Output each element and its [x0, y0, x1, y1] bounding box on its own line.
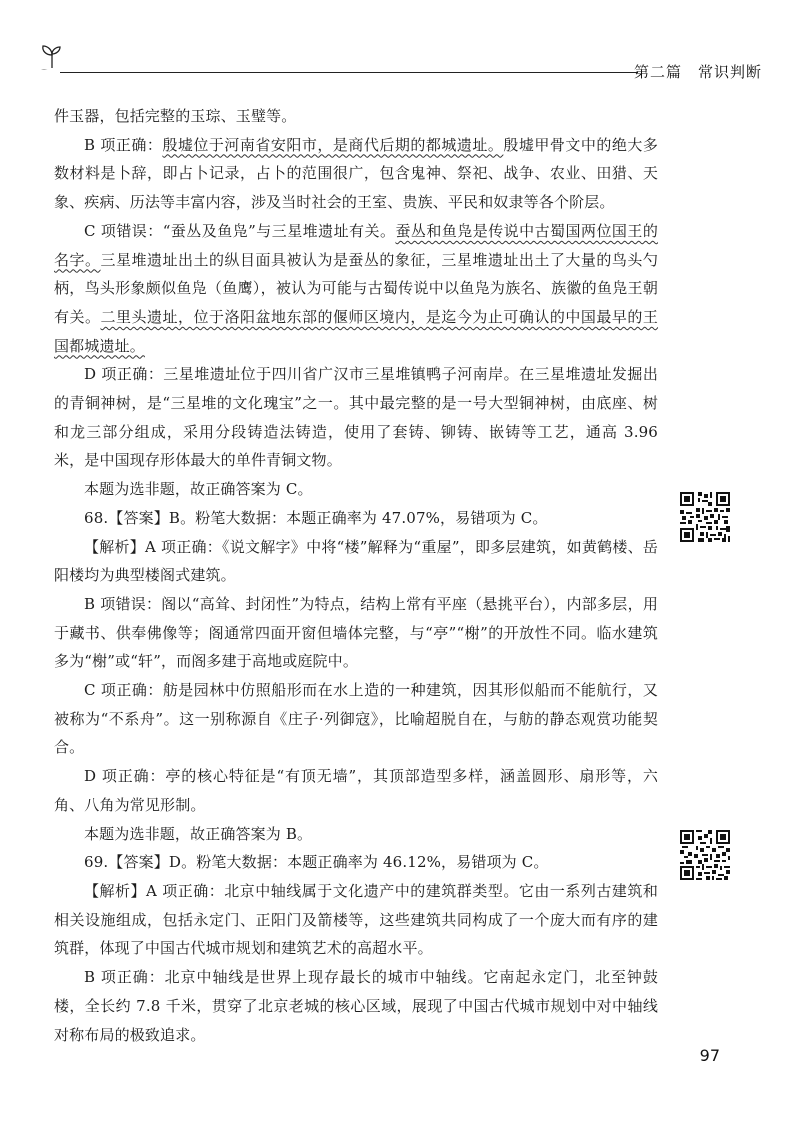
paragraph-continuation: 件玉器，包括完整的玉琮、玉璧等。 — [54, 107, 297, 125]
emphasized-text: 二里头遗址，位于洛阳盆地东部的偃师区境内，是迄今为止可确认的中国最早的王国都城遗址。 — [54, 307, 659, 355]
emphasized-text: 殷墟位于河南省安阳市，是商代后期的都城遗址。 — [162, 135, 504, 154]
chapter-label: 第二篇 常识判断 — [633, 63, 762, 81]
page-header — [38, 42, 762, 82]
paragraph-option-b — [54, 131, 658, 217]
paragraph-text: 三星堆遗址出土的纵目面具被认为是蚕丛的象征，三星堆遗址出土了大量的鸟头勺柄，鸟头形象颇似鱼凫（鱼鹰），被认为可能与古蜀传说中以鱼凫为族名、族徽的鱼凫王朝有关。 — [54, 250, 659, 326]
page-number: 97 — [699, 1046, 720, 1065]
question-69-analysis-a: 【解析】A 项正确：北京中轴线属于文化遗产中的建筑群类型。它由一系列古建筑和相关设施组成，包括永定门、正阳门及箭楼等，这些建筑共同构成了一个庞大而有序的建筑群，体现了中国古代城市规划和建筑艺术的高超水平。 — [54, 881, 658, 958]
page-body — [54, 102, 658, 1049]
paragraph-option-c — [54, 217, 658, 361]
qr-code-graphic — [680, 492, 730, 542]
sprout-logo-icon — [38, 42, 66, 70]
header-rule — [60, 72, 638, 73]
question-68-analysis-c: C 项正确：舫是园林中仿照船形而在水上造的一种建筑，因其形似船而不能航行，又被称为“不系舟”。这一别称源自《庄子·列御寇》，比喻超脱自在，与舫的静态观赏功能契合。 — [54, 681, 658, 757]
question-68-analysis-b: B 项错误：阁以“高耸、封闭性”为特点，结构上常有平座（悬挑平台），内部多层，用于藏书、供奉佛像等；阁通常四面开窗但墙体完整，与“亭”“榭”的开放性不同。临水建筑多为“榭”或“轩”，而阁多建于高地或庭院中。 — [54, 594, 658, 671]
question-68-answer: 68.【答案】B。粉笔大数据：本题正确率为 47.07%，易错项为 C。 — [84, 508, 548, 527]
paragraph-option-d: D 项正确：三星堆遗址位于四川省广汉市三星堆镇鸭子河南岸。在三星堆遗址发掘出的青铜神树，是“三星堆的文化瑰宝”之一。其中最完整的是一号大型铜神树，由底座、树和龙三部分组成，采用分段铸造法铸造，使用了套铸、铆铸、嵌铸等工艺，通高 3.96 米，是中国现存形体最大的单件青铜文物。 — [54, 365, 658, 470]
option-prefix: B 项正确： — [84, 135, 163, 154]
question-68-analysis-d: D 项正确：亭的核心特征是“有顶无墙”，其顶部造型多样，涵盖圆形、扇形等，六角、八角为常见形制。 — [54, 767, 658, 814]
paragraph-text: 殷墟甲骨文中的绝大多数材料是卜辞，即占卜记录，占卜的范围很广，包含鬼神、祭祀、战争、农业、田猎、天象、疾病、历法等丰富内容，涉及当时社会的王室、贵族、平民和奴隶等各个阶层。 — [54, 135, 658, 212]
question-69-answer: 69.【答案】D。粉笔大数据：本题正确率为 46.12%，易错项为 C。 — [84, 853, 549, 872]
question-69-analysis-b: B 项正确：北京中轴线是世界上现存最长的城市中轴线。它南起永定门，北至钟鼓楼，全长约 7.8 千米，贯穿了北京老城的核心区域，展现了中国古代城市规划中对中轴线对称布局的极致追求。 — [54, 968, 658, 1044]
option-prefix: C 项错误：“蚕丛及鱼凫”与三星堆遗址有关。 — [84, 221, 396, 240]
emphasized-text: 蚕丛和鱼凫是传说中古蜀国两位国王的名字。 — [54, 221, 658, 269]
paragraph-conclusion: 本题为选非题，故正确答案为 B。 — [84, 824, 313, 843]
question-68-analysis-a: 【解析】A 项正确：《说文解字》中将“楼”解释为“重屋”，即多层建筑，如黄鹤楼、岳阳楼均为典型楼阁式建筑。 — [54, 537, 658, 585]
qr-code-icon[interactable] — [680, 830, 730, 880]
qr-code-graphic — [680, 830, 730, 880]
qr-code-icon[interactable] — [680, 492, 730, 542]
paragraph-conclusion: 本题为选非题，故正确答案为 C。 — [84, 480, 313, 499]
